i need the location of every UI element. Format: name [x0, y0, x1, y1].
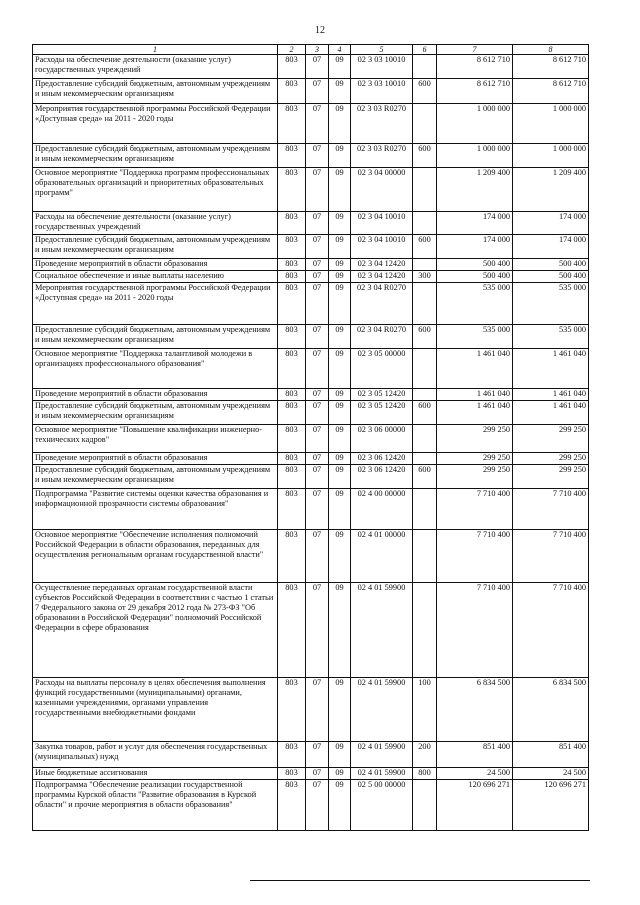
cell-ministry-code: 803 [278, 79, 306, 104]
table-row [33, 212, 589, 235]
cell-section-code: 07 [306, 530, 329, 583]
cell-ministry-code: 803 [278, 271, 306, 283]
cell-target-article: 02 3 03 R0270 [351, 144, 413, 168]
column-header-6: 6 [413, 45, 437, 55]
cell-ministry-code: 803 [278, 768, 306, 780]
cell-section-code: 07 [306, 349, 329, 389]
table-row [33, 389, 589, 401]
cell-target-article: 02 3 03 10010 [351, 55, 413, 79]
cell-section-code: 07 [306, 271, 329, 283]
cell-ministry-code: 803 [278, 465, 306, 489]
cell-expense-type [413, 104, 437, 144]
cell-amount-2020: 24 500 [513, 768, 589, 780]
column-header-5: 5 [351, 45, 413, 55]
cell-amount-2020: 851 400 [513, 742, 589, 768]
table-row [33, 489, 589, 530]
cell-amount-2020: 535 000 [513, 283, 589, 325]
header-row [33, 45, 589, 55]
cell-section-code: 07 [306, 235, 329, 259]
cell-amount-2020: 120 696 271 [513, 780, 589, 831]
cell-amount-2020: 500 400 [513, 259, 589, 271]
cell-amount-2019: 7 710 400 [437, 489, 513, 530]
cell-ministry-code: 803 [278, 425, 306, 453]
cell-subsection-code: 09 [329, 259, 351, 271]
row-description: Мероприятия государственной программы Российской Федерации «Доступная среда» на 2011 - 2020 годы [33, 104, 278, 144]
cell-subsection-code: 09 [329, 325, 351, 349]
cell-amount-2020: 1 461 040 [513, 349, 589, 389]
cell-ministry-code: 803 [278, 283, 306, 325]
cell-section-code: 07 [306, 425, 329, 453]
cell-ministry-code: 803 [278, 55, 306, 79]
row-description: Основное мероприятие "Повышение квалификации инженерно-технических кадров" [33, 425, 278, 453]
cell-ministry-code: 803 [278, 530, 306, 583]
cell-subsection-code: 09 [329, 283, 351, 325]
cell-section-code: 07 [306, 742, 329, 768]
cell-expense-type: 600 [413, 235, 437, 259]
cell-target-article: 02 5 00 00000 [351, 780, 413, 831]
row-description: Предоставление субсидий бюджетным, автономным учреждениям и иным некоммерческим организациям [33, 235, 278, 259]
cell-target-article: 02 3 04 10010 [351, 235, 413, 259]
cell-section-code: 07 [306, 79, 329, 104]
cell-amount-2020: 299 250 [513, 453, 589, 465]
cell-subsection-code: 09 [329, 55, 351, 79]
column-header-2: 2 [278, 45, 306, 55]
cell-expense-type [413, 489, 437, 530]
cell-subsection-code: 09 [329, 780, 351, 831]
cell-amount-2020: 1 000 000 [513, 144, 589, 168]
cell-amount-2019: 535 000 [437, 283, 513, 325]
cell-target-article: 02 3 05 00000 [351, 349, 413, 389]
row-description: Проведение мероприятий в области образования [33, 453, 278, 465]
cell-ministry-code: 803 [278, 742, 306, 768]
cell-target-article: 02 3 06 12420 [351, 453, 413, 465]
cell-subsection-code: 09 [329, 530, 351, 583]
row-description: Основное мероприятие "Поддержка талантливой молодежи в организациях профессионального образования" [33, 349, 278, 389]
cell-amount-2019: 24 500 [437, 768, 513, 780]
cell-section-code: 07 [306, 401, 329, 425]
cell-target-article: 02 3 03 R0270 [351, 104, 413, 144]
table-row [33, 742, 589, 768]
cell-amount-2020: 1 461 040 [513, 401, 589, 425]
cell-expense-type [413, 55, 437, 79]
table-row [33, 104, 589, 144]
cell-subsection-code: 09 [329, 104, 351, 144]
cell-target-article: 02 4 01 00000 [351, 530, 413, 583]
cell-section-code: 07 [306, 104, 329, 144]
row-description: Расходы на обеспечение деятельности (оказание услуг) государственных учреждений [33, 212, 278, 235]
table-row [33, 453, 589, 465]
cell-section-code: 07 [306, 283, 329, 325]
cell-target-article: 02 3 05 12420 [351, 389, 413, 401]
cell-expense-type [413, 530, 437, 583]
cell-amount-2020: 299 250 [513, 465, 589, 489]
row-description: Основное мероприятие "Обеспечение исполнения полномочий Российской Федерации в области образования, переданных для осуществления региональным органам государственной власти" [33, 530, 278, 583]
cell-amount-2019: 500 400 [437, 271, 513, 283]
cell-subsection-code: 09 [329, 79, 351, 104]
cell-target-article: 02 3 06 00000 [351, 425, 413, 453]
cell-amount-2019: 7 710 400 [437, 530, 513, 583]
cell-amount-2019: 7 710 400 [437, 583, 513, 678]
cell-subsection-code: 09 [329, 453, 351, 465]
footer-rule [250, 880, 590, 881]
cell-expense-type [413, 425, 437, 453]
cell-subsection-code: 09 [329, 678, 351, 742]
cell-amount-2019: 500 400 [437, 259, 513, 271]
cell-ministry-code: 803 [278, 489, 306, 530]
table-row [33, 55, 589, 79]
cell-section-code: 07 [306, 168, 329, 212]
cell-expense-type [413, 780, 437, 831]
cell-amount-2019: 1 209 400 [437, 168, 513, 212]
table-row [33, 425, 589, 453]
cell-subsection-code: 09 [329, 389, 351, 401]
cell-target-article: 02 3 04 R0270 [351, 325, 413, 349]
cell-expense-type [413, 389, 437, 401]
cell-ministry-code: 803 [278, 235, 306, 259]
cell-expense-type [413, 453, 437, 465]
cell-ministry-code: 803 [278, 144, 306, 168]
cell-target-article: 02 3 05 12420 [351, 401, 413, 425]
budget-table [32, 44, 589, 831]
row-description: Социальное обеспечение и иные выплаты населению [33, 271, 278, 283]
cell-subsection-code: 09 [329, 144, 351, 168]
cell-target-article: 02 4 01 59900 [351, 742, 413, 768]
row-description: Подпрограмма "Развитие системы оценки качества образования и информационной прозрачности системы образования" [33, 489, 278, 530]
cell-expense-type: 600 [413, 79, 437, 104]
table-row [33, 271, 589, 283]
cell-subsection-code: 09 [329, 768, 351, 780]
cell-target-article: 02 4 00 00000 [351, 489, 413, 530]
cell-amount-2019: 174 000 [437, 212, 513, 235]
cell-subsection-code: 09 [329, 425, 351, 453]
row-description: Проведение мероприятий в области образования [33, 389, 278, 401]
cell-subsection-code: 09 [329, 168, 351, 212]
cell-expense-type [413, 259, 437, 271]
cell-section-code: 07 [306, 453, 329, 465]
table-row [33, 401, 589, 425]
cell-ministry-code: 803 [278, 259, 306, 271]
cell-expense-type: 600 [413, 144, 437, 168]
cell-amount-2020: 7 710 400 [513, 530, 589, 583]
cell-expense-type: 100 [413, 678, 437, 742]
cell-section-code: 07 [306, 489, 329, 530]
table-body [33, 55, 589, 831]
cell-amount-2020: 500 400 [513, 271, 589, 283]
cell-expense-type [413, 212, 437, 235]
cell-ministry-code: 803 [278, 168, 306, 212]
cell-section-code: 07 [306, 389, 329, 401]
cell-amount-2019: 299 250 [437, 465, 513, 489]
cell-expense-type [413, 168, 437, 212]
cell-amount-2020: 299 250 [513, 425, 589, 453]
cell-expense-type: 300 [413, 271, 437, 283]
cell-target-article: 02 3 04 00000 [351, 168, 413, 212]
cell-subsection-code: 09 [329, 271, 351, 283]
cell-ministry-code: 803 [278, 401, 306, 425]
row-description: Проведение мероприятий в области образования [33, 259, 278, 271]
table-row [33, 235, 589, 259]
table-row [33, 780, 589, 831]
cell-ministry-code: 803 [278, 212, 306, 235]
page-number: 12 [315, 25, 325, 36]
cell-expense-type [413, 283, 437, 325]
cell-amount-2019: 1 000 000 [437, 144, 513, 168]
row-description: Расходы на выплаты персоналу в целях обеспечения выполнения функций государственными (муниципальными) органами, казенными учреждениями, органами управления государственными внебюджетными фондами [33, 678, 278, 742]
cell-expense-type: 800 [413, 768, 437, 780]
cell-amount-2020: 174 000 [513, 235, 589, 259]
row-description: Мероприятия государственной программы Российской Федерации «Доступная среда» на 2011 - 2020 годы [33, 283, 278, 325]
cell-subsection-code: 09 [329, 401, 351, 425]
table-row [33, 259, 589, 271]
cell-amount-2020: 7 710 400 [513, 489, 589, 530]
row-description: Предоставление субсидий бюджетным, автономным учреждениям и иным некоммерческим организациям [33, 79, 278, 104]
cell-ministry-code: 803 [278, 349, 306, 389]
row-description: Предоставление субсидий бюджетным, автономным учреждениям и иным некоммерческим организациям [33, 465, 278, 489]
cell-expense-type: 600 [413, 325, 437, 349]
cell-section-code: 07 [306, 325, 329, 349]
cell-amount-2020: 8 612 710 [513, 55, 589, 79]
cell-target-article: 02 3 04 12420 [351, 259, 413, 271]
cell-amount-2020: 7 710 400 [513, 583, 589, 678]
cell-section-code: 07 [306, 678, 329, 742]
row-description: Предоставление субсидий бюджетным, автономным учреждениям и иным некоммерческим организациям [33, 144, 278, 168]
row-description: Предоставление субсидий бюджетным, автономным учреждениям и иным некоммерческим организациям [33, 401, 278, 425]
row-description: Осуществление переданных органам государственной власти субъектов Российской Федерации в соответствии с частью 1 статьи 7 Федерального закона от 29 декабря 2012 года № 273-ФЗ "Об образовании в Российской Федерации" полномочий Российской Федерации в сфере образования [33, 583, 278, 678]
cell-amount-2019: 851 400 [437, 742, 513, 768]
table-row [33, 144, 589, 168]
row-description: Иные бюджетные ассигнования [33, 768, 278, 780]
cell-expense-type: 600 [413, 465, 437, 489]
cell-expense-type [413, 583, 437, 678]
cell-expense-type: 600 [413, 401, 437, 425]
cell-subsection-code: 09 [329, 212, 351, 235]
cell-target-article: 02 3 04 10010 [351, 212, 413, 235]
cell-target-article: 02 3 04 12420 [351, 271, 413, 283]
cell-section-code: 07 [306, 259, 329, 271]
table-row [33, 465, 589, 489]
cell-ministry-code: 803 [278, 453, 306, 465]
column-header-8: 8 [513, 45, 589, 55]
cell-subsection-code: 09 [329, 349, 351, 389]
cell-amount-2020: 1 209 400 [513, 168, 589, 212]
cell-subsection-code: 09 [329, 742, 351, 768]
cell-amount-2019: 1 000 000 [437, 104, 513, 144]
cell-subsection-code: 09 [329, 465, 351, 489]
column-header-3: 3 [306, 45, 329, 55]
row-description: Закупка товаров, работ и услуг для обеспечения государственных (муниципальных) нужд [33, 742, 278, 768]
cell-amount-2020: 8 612 710 [513, 79, 589, 104]
cell-amount-2019: 6 834 500 [437, 678, 513, 742]
cell-amount-2019: 8 612 710 [437, 55, 513, 79]
cell-ministry-code: 803 [278, 325, 306, 349]
cell-amount-2019: 299 250 [437, 453, 513, 465]
cell-target-article: 02 3 06 12420 [351, 465, 413, 489]
cell-amount-2019: 174 000 [437, 235, 513, 259]
cell-target-article: 02 4 01 59900 [351, 583, 413, 678]
table-row [33, 678, 589, 742]
table-row [33, 530, 589, 583]
table-row [33, 283, 589, 325]
row-description: Основное мероприятие "Поддержка программ профессиональных образовательных организаций и приоритетных образовательных программ" [33, 168, 278, 212]
cell-ministry-code: 803 [278, 678, 306, 742]
cell-amount-2020: 535 000 [513, 325, 589, 349]
cell-target-article: 02 4 01 59900 [351, 768, 413, 780]
cell-amount-2020: 1 000 000 [513, 104, 589, 144]
cell-expense-type [413, 349, 437, 389]
column-header-4: 4 [329, 45, 351, 55]
cell-amount-2020: 174 000 [513, 212, 589, 235]
cell-ministry-code: 803 [278, 780, 306, 831]
table-row [33, 79, 589, 104]
row-description: Расходы на обеспечение деятельности (оказание услуг) государственных учреждений [33, 55, 278, 79]
row-description: Предоставление субсидий бюджетным, автономным учреждениям и иным некоммерческим организациям [33, 325, 278, 349]
table-row [33, 349, 589, 389]
table-row [33, 583, 589, 678]
cell-amount-2020: 6 834 500 [513, 678, 589, 742]
cell-subsection-code: 09 [329, 489, 351, 530]
cell-section-code: 07 [306, 780, 329, 831]
cell-ministry-code: 803 [278, 104, 306, 144]
cell-expense-type: 200 [413, 742, 437, 768]
cell-subsection-code: 09 [329, 583, 351, 678]
cell-section-code: 07 [306, 55, 329, 79]
cell-ministry-code: 803 [278, 583, 306, 678]
cell-amount-2019: 535 000 [437, 325, 513, 349]
cell-amount-2020: 1 461 040 [513, 389, 589, 401]
cell-section-code: 07 [306, 144, 329, 168]
cell-section-code: 07 [306, 768, 329, 780]
table-row [33, 325, 589, 349]
cell-amount-2019: 1 461 040 [437, 389, 513, 401]
table-row [33, 168, 589, 212]
column-header-1: 1 [33, 45, 278, 55]
cell-ministry-code: 803 [278, 389, 306, 401]
cell-section-code: 07 [306, 212, 329, 235]
cell-amount-2019: 299 250 [437, 425, 513, 453]
cell-target-article: 02 3 04 R0270 [351, 283, 413, 325]
cell-section-code: 07 [306, 465, 329, 489]
cell-amount-2019: 1 461 040 [437, 401, 513, 425]
table-row [33, 768, 589, 780]
cell-target-article: 02 4 01 59900 [351, 678, 413, 742]
row-description: Подпрограмма "Обеспечение реализации государственной программы Курской области "Развитие образования в Курской области" и прочие мероприятия в области образования" [33, 780, 278, 831]
cell-amount-2019: 120 696 271 [437, 780, 513, 831]
cell-amount-2019: 8 612 710 [437, 79, 513, 104]
cell-target-article: 02 3 03 10010 [351, 79, 413, 104]
cell-section-code: 07 [306, 583, 329, 678]
column-header-7: 7 [437, 45, 513, 55]
cell-subsection-code: 09 [329, 235, 351, 259]
cell-amount-2019: 1 461 040 [437, 349, 513, 389]
